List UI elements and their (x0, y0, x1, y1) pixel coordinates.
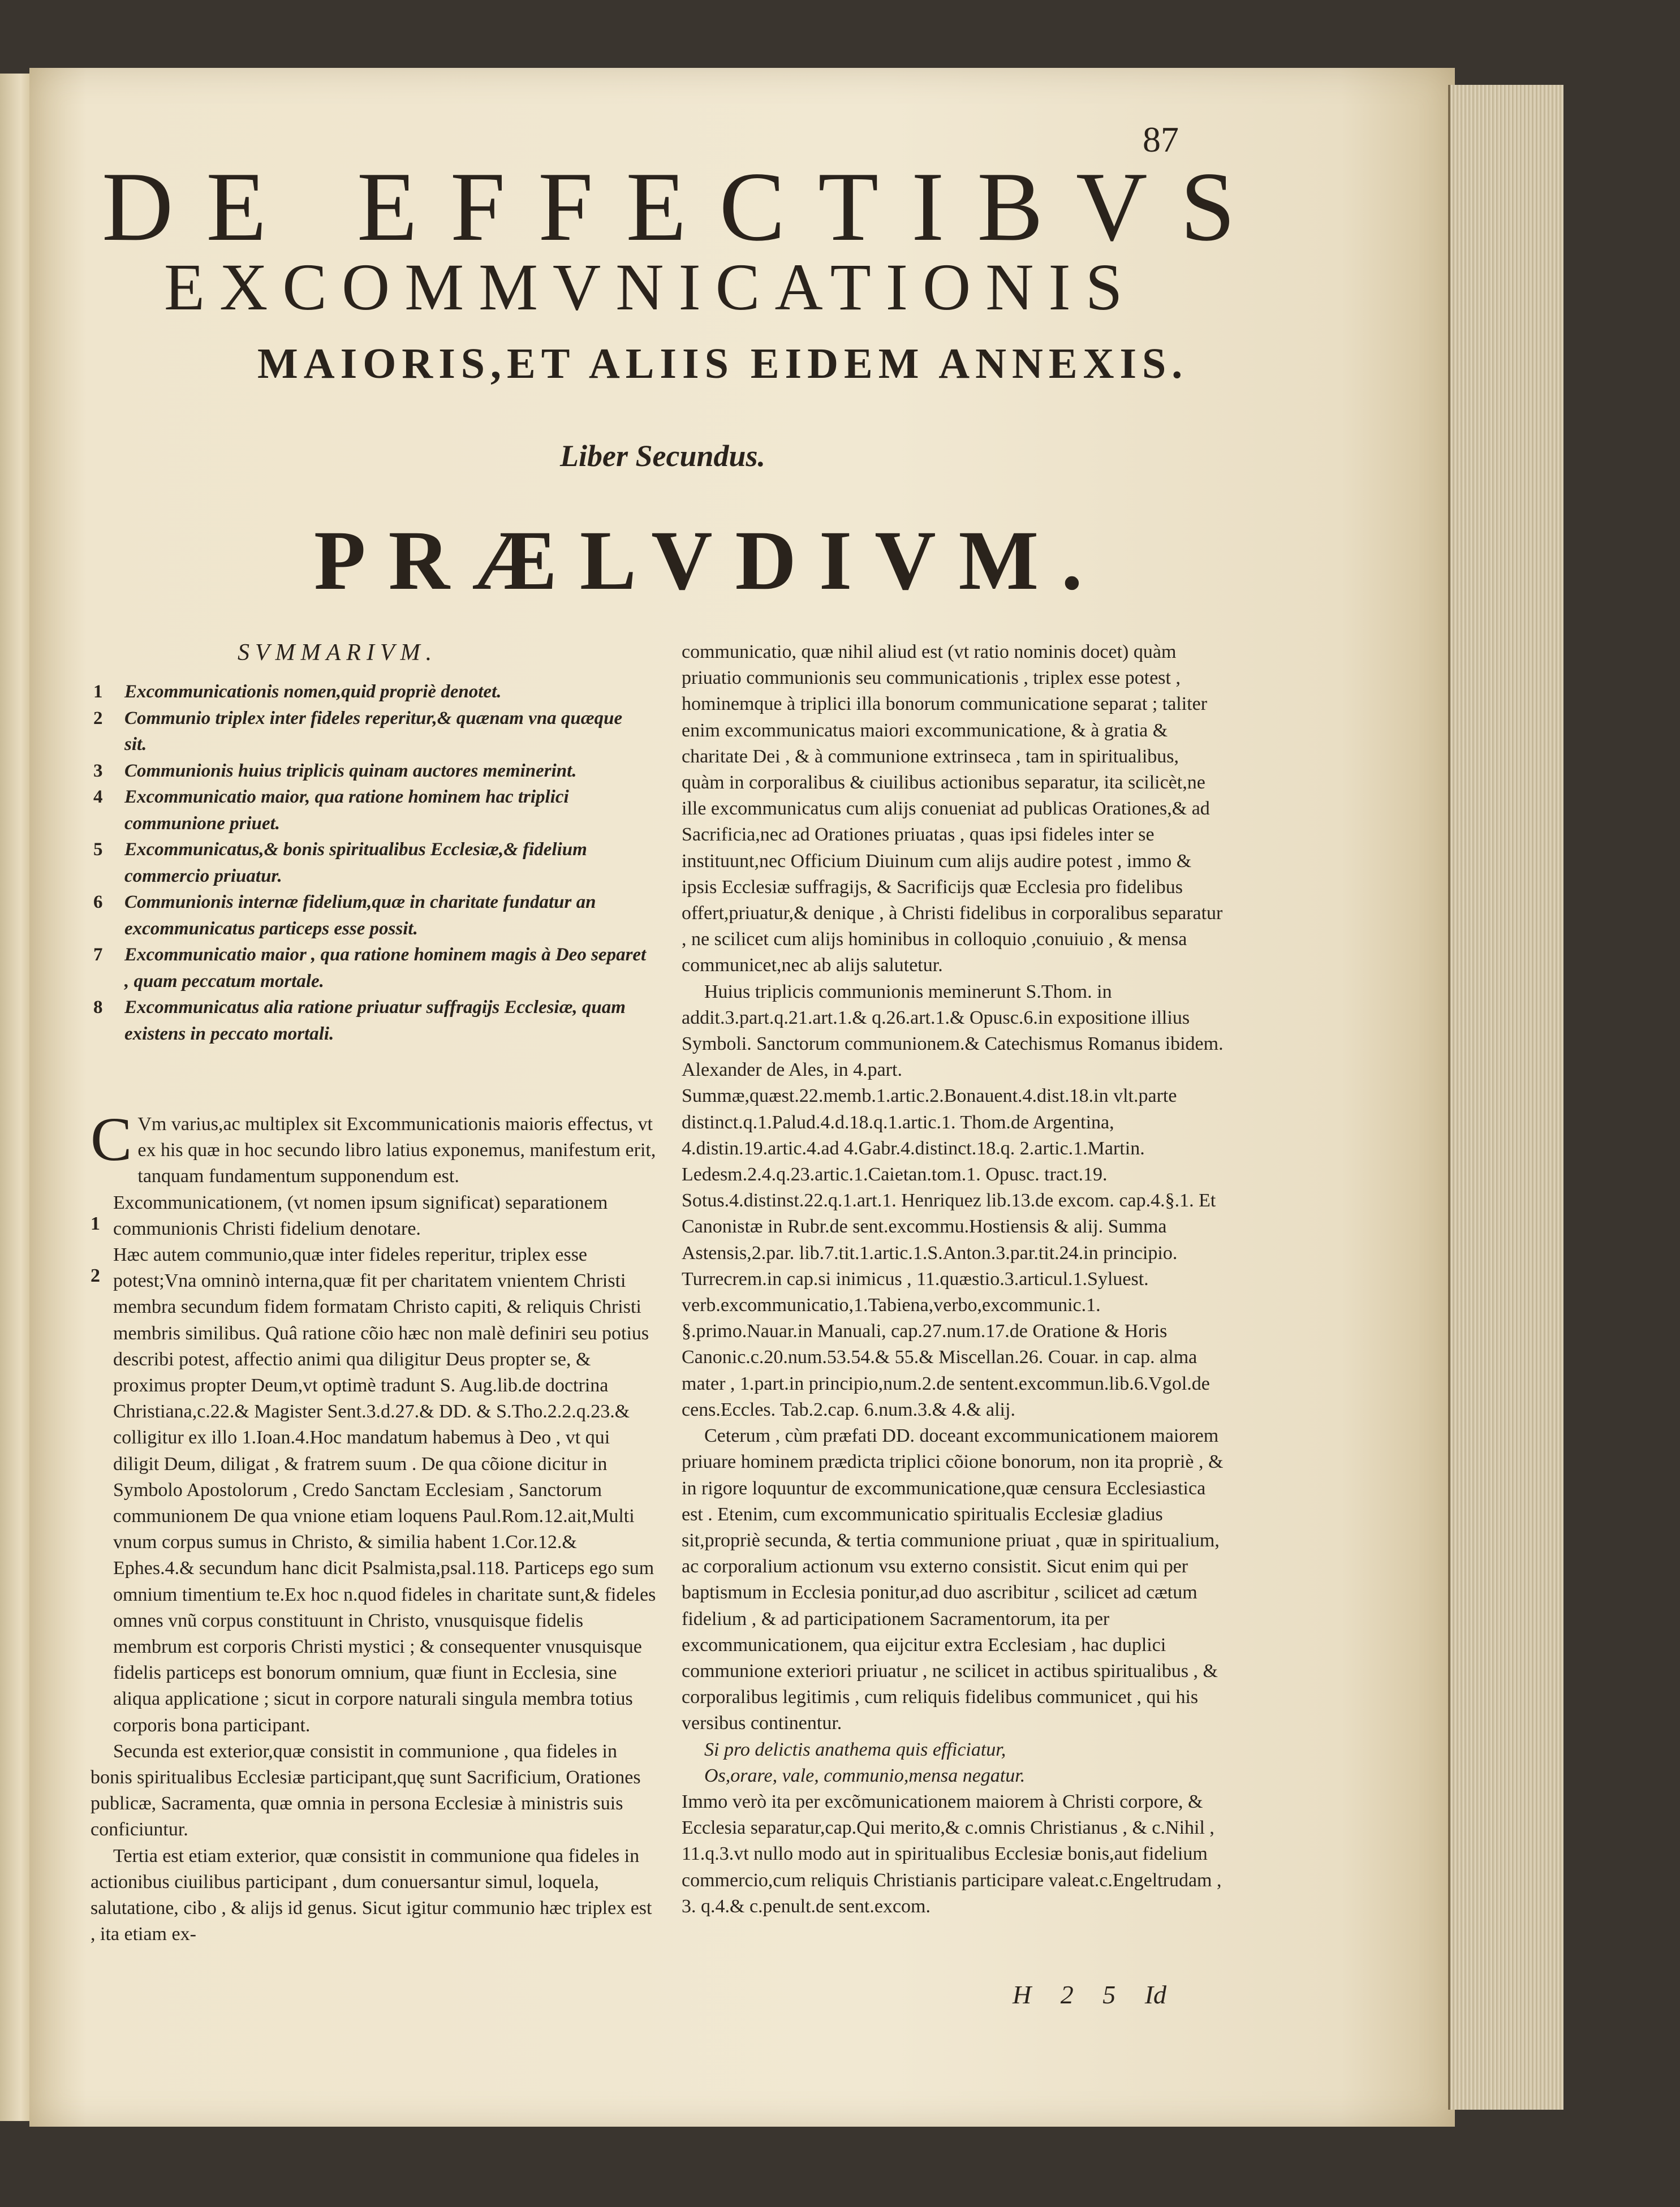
summary-item-text: Excommunicatus alia ratione priuatur suffragijs Ecclesiæ, quam existens in peccato mortali. (124, 997, 626, 1044)
title-line-3: MAIORIS,ET ALIIS EIDEM ANNEXIS. (257, 340, 1188, 387)
summary-item-text: Excommunicationis nomen,quid propriè denotet. (124, 682, 502, 702)
summary-list (93, 679, 648, 1047)
summary-item-number: 7 (93, 945, 103, 965)
summary-item (93, 758, 648, 784)
title-line-2: EXCOMMVNICATIONIS (164, 250, 1138, 324)
summary-item-text: Communionis internæ fidelium,quæ in charitate fundatur an excommunicatus particeps esse possit. (124, 892, 596, 939)
book-subtitle: Liber Secundus. (560, 439, 766, 473)
margin-number: 2 (91, 1265, 100, 1286)
summary-item-text: Excommunicatus,& bonis spiritualibus Ecclesiæ,& fidelium commercio priuatur. (124, 839, 587, 886)
summary-item (93, 679, 648, 705)
paragraph: Huius triplicis communionis meminerunt S.Thom. in addit.3.part.q.21.art.1.& q.26.art.1.& Opusc.6.in expositione illius Symboli. Sanctorum communionem.& Catechismus Romanus ibidem. Alexander de Ales, in 4.part. Summæ,quæst.22.memb.1.artic.2.Bonauent.4.dist.18.in vlt.parte distinct.q.1.Palud.4.d.18.q.1.artic.1. Thom.de Argentina, 4.distin.19.artic.4.ad 4.Gabr.4.distinct.18.q. 2.artic.1.Martin. Ledesm.2.4.q.23.artic.1.Caietan.tom.1. Opusc. tract.19. Sotus.4.distinst.22.q.1.art.1. Henriquez lib.13.de excom. cap.4.§.1. Et Canonistæ in Rubr.de sent.excommu.Hostiensis & alij. Summa Astensis,2.par. lib.7.tit.1.artic.1.S.Anton.3.par.tit.24.in principio. Turrecrem.in cap.si inimicus , 11.quæstio.3.articul.1.Syluest. verb.excommunicatio,1.Tabiena,verbo,excommunic.1. §.primo.Nauar.in Manuali, cap.27.num.17.de Oratione & Horis Canonic.c.20.num.53.54.& 55.& Miscellan.26. Couar. in cap. alma mater , 1.part.in principio,num.2.de sentent.excommun.lib.6.Vgol.de cens.Eccles. Tab.2.cap. 6.num.3.& 4.& alij. (682, 981, 1224, 1420)
summary-item-number: 6 (93, 892, 103, 912)
summary-item-number: 2 (93, 708, 103, 729)
summary-item (93, 994, 648, 1047)
summary-item-number: 8 (93, 997, 103, 1018)
summary-item-text: Communionis huius triplicis quinam auctores meminerint. (124, 760, 577, 781)
catchword: Id (1144, 1980, 1167, 2009)
title-line-1: DE EFFECTIBVS (102, 152, 1268, 261)
summary-item-text: Communio triplex inter fideles reperitur,& quænam vna quæque sit. (124, 708, 623, 755)
section-heading: PRÆLVDIVM. (314, 514, 1105, 607)
summary-heading: SVMMARIVM. (238, 640, 438, 666)
summary-item (93, 889, 648, 942)
summary-item-text: Excommunicatio maior, qua ratione hominem hac triplici communione priuet. (124, 787, 569, 834)
summary-item-number: 3 (93, 760, 103, 781)
summary-item-number: 5 (93, 839, 103, 860)
summary-item (93, 705, 648, 758)
summary-item-text: Excommunicatio maior , qua ratione hominem magis à Deo separet , quam peccatum mortale. (124, 945, 647, 992)
paragraph: Excommunicationem, (vt nomen ipsum significat) separationem communionis Christi fidelium denotare. (113, 1192, 608, 1239)
margin-number: 1 (91, 1213, 100, 1234)
paragraph: Secunda est exterior,quæ consistit in communione , qua fideles in bonis spiritualibus Ecclesiæ participant,quę sunt Sacrificium, Orationes publicæ, Sacramenta, quæ omnia in persona Ecclesiæ à ministris suis conficiuntur. (91, 1740, 641, 1840)
page-stack-edges (1448, 85, 1563, 2110)
right-column (682, 639, 1225, 1920)
summary-item (93, 942, 648, 994)
paragraph: communicatio, quæ nihil aliud est (vt ratio nominis docet) quàm priuatio communionis seu communicationis , triplex esse potest , hominemque à triplici illa bonorum communicatione separat ; taliter enim excommunicatus maiori excommunicatione, & à gratia & charitate Dei , & à communione extrinseca , tam in spiritualibus, quàm in corporalibus & ciuilibus actionibus separatur, ita scilicèt,ne ille excommunicatus cum alijs conueniat ad publicas Orationes,& ad Sacrificia,nec ad Orationes priuatas , quas ipsi fideles inter se instituunt,nec Officium Diuinum cum alijs audire potest , immo & ipsis Ecclesiæ suffragijs, & Sacrificijs quæ Ecclesia pro fidelibus offert,priuatur,& denique , à Christi fidelibus in corporalibus separatur , ne scilicet cum alijs hominibus in colloquio ,conuiuio , & mensa communicet,nec ab alijs salutetur. (682, 641, 1223, 976)
paragraph: Immo verò ita per excõmunicationem maiorem à Christi corpore, & Ecclesia separatur,cap.Qui merito,& c.omnis Christianus , & c.Nihil , 11.q.3.vt nullo modo aut in spiritualibus Ecclesiæ bonis,aut fidelium commercio,cum reliquis Christianis participare valeat.c.Engeltrudam , 3. q.4.& c.penult.de sent.excom. (682, 1791, 1222, 1917)
drop-cap: C (91, 1105, 132, 1174)
previous-page-edge (0, 74, 31, 2121)
page-footer (1013, 1980, 1166, 2010)
verse-line: Si pro delictis anathema quis efficiatur, (704, 1739, 1006, 1760)
paragraph: Tertia est etiam exterior, quæ consistit in communione qua fideles in actionibus ciuilibus participant , dum conuersantur simul, loquela, salutatione, cibo , & alijs id genus. Sicut igitur communio hæc triplex est , ita etiam ex- (91, 1845, 652, 1945)
signature-mark: H 2 5 (1013, 1980, 1116, 2009)
left-column (91, 1105, 656, 1948)
summary-item (93, 784, 648, 837)
verse-line: Os,orare, vale, communio,mensa negatur. (704, 1765, 1026, 1786)
paragraph (91, 1105, 656, 1190)
page-number: 87 (1143, 119, 1179, 160)
paragraph: Ceterum , cùm præfati DD. doceant excommunicationem maiorem priuare hominem prædicta triplici cõione bonorum, non ita propriè , & in rigore loquuntur de excommunicatione,quæ censura Ecclesiastica est . Etenim, cum excommunicatio spiritualis Ecclesiæ gladius sit,propriè secunda, & tertia communione priuat , quæ in spiritualium, ac corporalium actionum vsu externo consistit. Sicut enim qui per baptismum in Ecclesia ponitur,ad duo ascribitur , scilicet ad cætum fidelium , & ad participationem Sacramentorum, ita per excommunicationem, qua eijcitur extra Ecclesiam , hac duplici communione exteriori priuatur , ne scilicet in actibus spiritualibus , & corporalibus legitimis , cum reliquis fidelibus communicet , qui his versibus continentur. (682, 1425, 1224, 1734)
summary-item (93, 837, 648, 889)
paragraph-text: Vm varius,ac multiplex sit Excommunicationis maioris effectus, vt ex his quæ in hoc secundo libro latius exponemus, manifestum erit, tanquam fundamentum supponendum est. (137, 1114, 656, 1187)
paragraph: Hæc autem communio,quæ inter fideles reperitur, triplex esse potest;Vna omninò interna,quæ fit per charitatem vnientem Christi membra secundum fidem formatam Christo capiti, & reliquis Christi membris similibus. Quâ ratione cõio hæc non malè definiri seu potius describi potest, affectio animi qua diligitur Deus propter se, & proximus propter Deum,vt optimè tradunt S. Aug.lib.de doctrina Christiana,c.22.& Magister Sent.3.d.27.& DD. & S.Tho.2.2.q.23.& colligitur ex illo 1.Ioan.4.Hoc mandatum habemus à Deo , vt qui diligit Deum, diligat , & fratrem suum . De qua cõione dicitur in Symbolo Apostolorum , Credo Sanctam Ecclesiam , Sanctorum communionem De qua vnione etiam loquens Paul.Rom.12.ait,Multi vnum corpus sumus in Christo, & similia habent 1.Cor.12.& Ephes.4.& secundum hanc dicit Psalmista,psal.118. Particeps ego sum omnium timentium te.Ex hoc n.quod fideles in charitate sunt,& fideles omnes vnũ corpus constituunt in Christo, vnusquisque fidelis membrum est corporis Christi mystici ; & consequenter vnusquisque fidelis particeps est bonorum omnium, quæ fiunt in Ecclesia, sine aliqua applicatione ; sicut in corpore naturali singula membra totius corporis bona participant. (113, 1244, 656, 1736)
summary-item-number: 4 (93, 787, 103, 807)
summary-item-number: 1 (93, 682, 103, 702)
